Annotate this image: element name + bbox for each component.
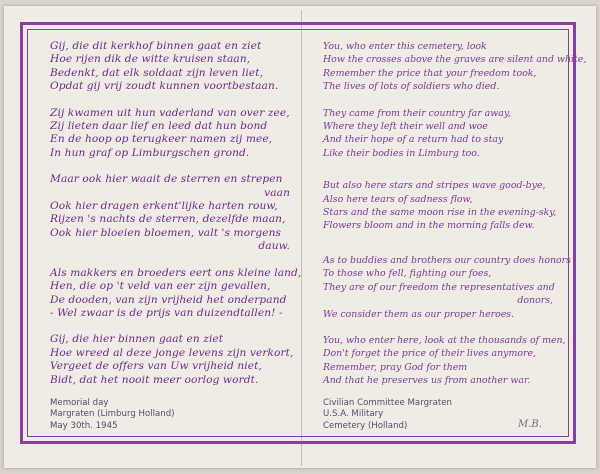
poem-line: De dooden, van zijn vrijheid het onderpand <box>50 293 287 306</box>
poem-line: Zij lieten daar lief en leed dat hun bond <box>50 120 268 133</box>
poem-line: Where they left their well and woe <box>323 121 488 133</box>
poem-line: dauw. <box>258 240 290 253</box>
poem-line: Don't forget the price of their lives anymore, <box>323 348 537 360</box>
poem-line: As to buddies and brothers our country does honors <box>323 254 571 266</box>
poem-line: Als makkers en broeders eert ons kleine land, <box>50 266 302 279</box>
poem-line: Remember, pray God for them <box>323 361 468 373</box>
poem-line: Stars and the same moon rise in the evening-sky, <box>323 207 557 219</box>
poem-line: How the crosses above the graves are silent and white, <box>323 54 587 66</box>
poem-line: Bidt, dat het nooit meer oorlog wordt. <box>50 373 259 386</box>
footer-line: Memorial day <box>50 398 109 408</box>
dutch-poem <box>50 40 302 387</box>
poem-line: To those who fell, fighting our foes, <box>323 268 492 280</box>
poem-line: But also here stars and stripes wave good-bye, <box>323 180 546 192</box>
poem-line: And their hope of a return had to stay <box>323 134 504 146</box>
english-poem <box>323 40 587 388</box>
poem-line: We consider them as our proper heroes. <box>323 308 515 320</box>
poem-line: Flowers bloom and in the morning falls dew. <box>323 220 535 232</box>
poem-line: Hoe rijen dik de witte kruisen staan, <box>50 53 251 66</box>
center-fold <box>301 10 302 466</box>
poem-line: And that he preserves us from another war. <box>323 375 531 387</box>
poem-line: Ook hier bloeien bloemen, valt 's morgens <box>50 226 282 239</box>
poem-line: Hen, die op 't veld van eer zijn gevallen, <box>50 280 271 293</box>
footer-line: U.S.A. Military <box>323 409 384 420</box>
poem-line: Opdat gij vrij zoudt kunnen voortbestaan. <box>50 80 279 93</box>
poem-line: Maar ook hier waait de sterren en strepen <box>50 173 283 186</box>
memorial-footer <box>50 398 175 432</box>
poem-line: Gij, die hier binnen gaat en ziet <box>50 333 224 346</box>
poem-line: - Wel zwaar is de prijs van duizendtallen! - <box>50 306 283 319</box>
poem-line: vaan <box>264 186 290 199</box>
poem-line: They came from their country far away, <box>323 107 511 119</box>
poem-line: Like their bodies in Limburg too. <box>323 147 480 159</box>
poem-line: Vergeet de offers van Uw vrijheid niet, <box>50 360 262 373</box>
poem-line: Remember the price that your freedom took, <box>323 67 537 79</box>
footer-line: Margraten (Limburg Holland) <box>50 409 175 420</box>
footer-line: May 30th. 1945 <box>50 420 118 431</box>
poem-line: donors, <box>517 295 553 307</box>
committee-footer <box>323 398 452 432</box>
footer-line: Cemetery (Holland) <box>323 420 408 431</box>
poem-line: You, who enter here, look at the thousands of men, <box>323 334 566 346</box>
signature-initials: M.B. <box>518 419 542 430</box>
poem-line: En de hoop op terugkeer namen zij mee, <box>50 133 273 146</box>
poem-line: You, who enter this cemetery, look <box>323 41 487 52</box>
poem-line: In hun graf op Limburgschen grond. <box>50 146 250 159</box>
poem-line: Zij kwamen uit hun vaderland van over zee, <box>50 106 290 119</box>
poem-line: Gij, die dit kerkhof binnen gaat en ziet <box>50 40 262 52</box>
poem-line: Rijzen 's nachts de sterren, dezelfde maan, <box>50 213 286 226</box>
poem-line: Bedenkt, dat elk soldaat zijn leven liet, <box>50 66 264 79</box>
poem-line: Hoe wreed al deze jonge levens zijn verkort, <box>50 346 294 359</box>
poem-line: Ook hier dragen erkent'lijke harten rouw, <box>50 200 278 213</box>
poem-line: Also here tears of sadness flow, <box>323 193 473 205</box>
footer-line: Civilian Committee Margraten <box>323 398 452 408</box>
poem-line: They are of our freedom the representatives and <box>323 281 555 293</box>
poem-line: The lives of lots of soldiers who died. <box>323 81 500 93</box>
